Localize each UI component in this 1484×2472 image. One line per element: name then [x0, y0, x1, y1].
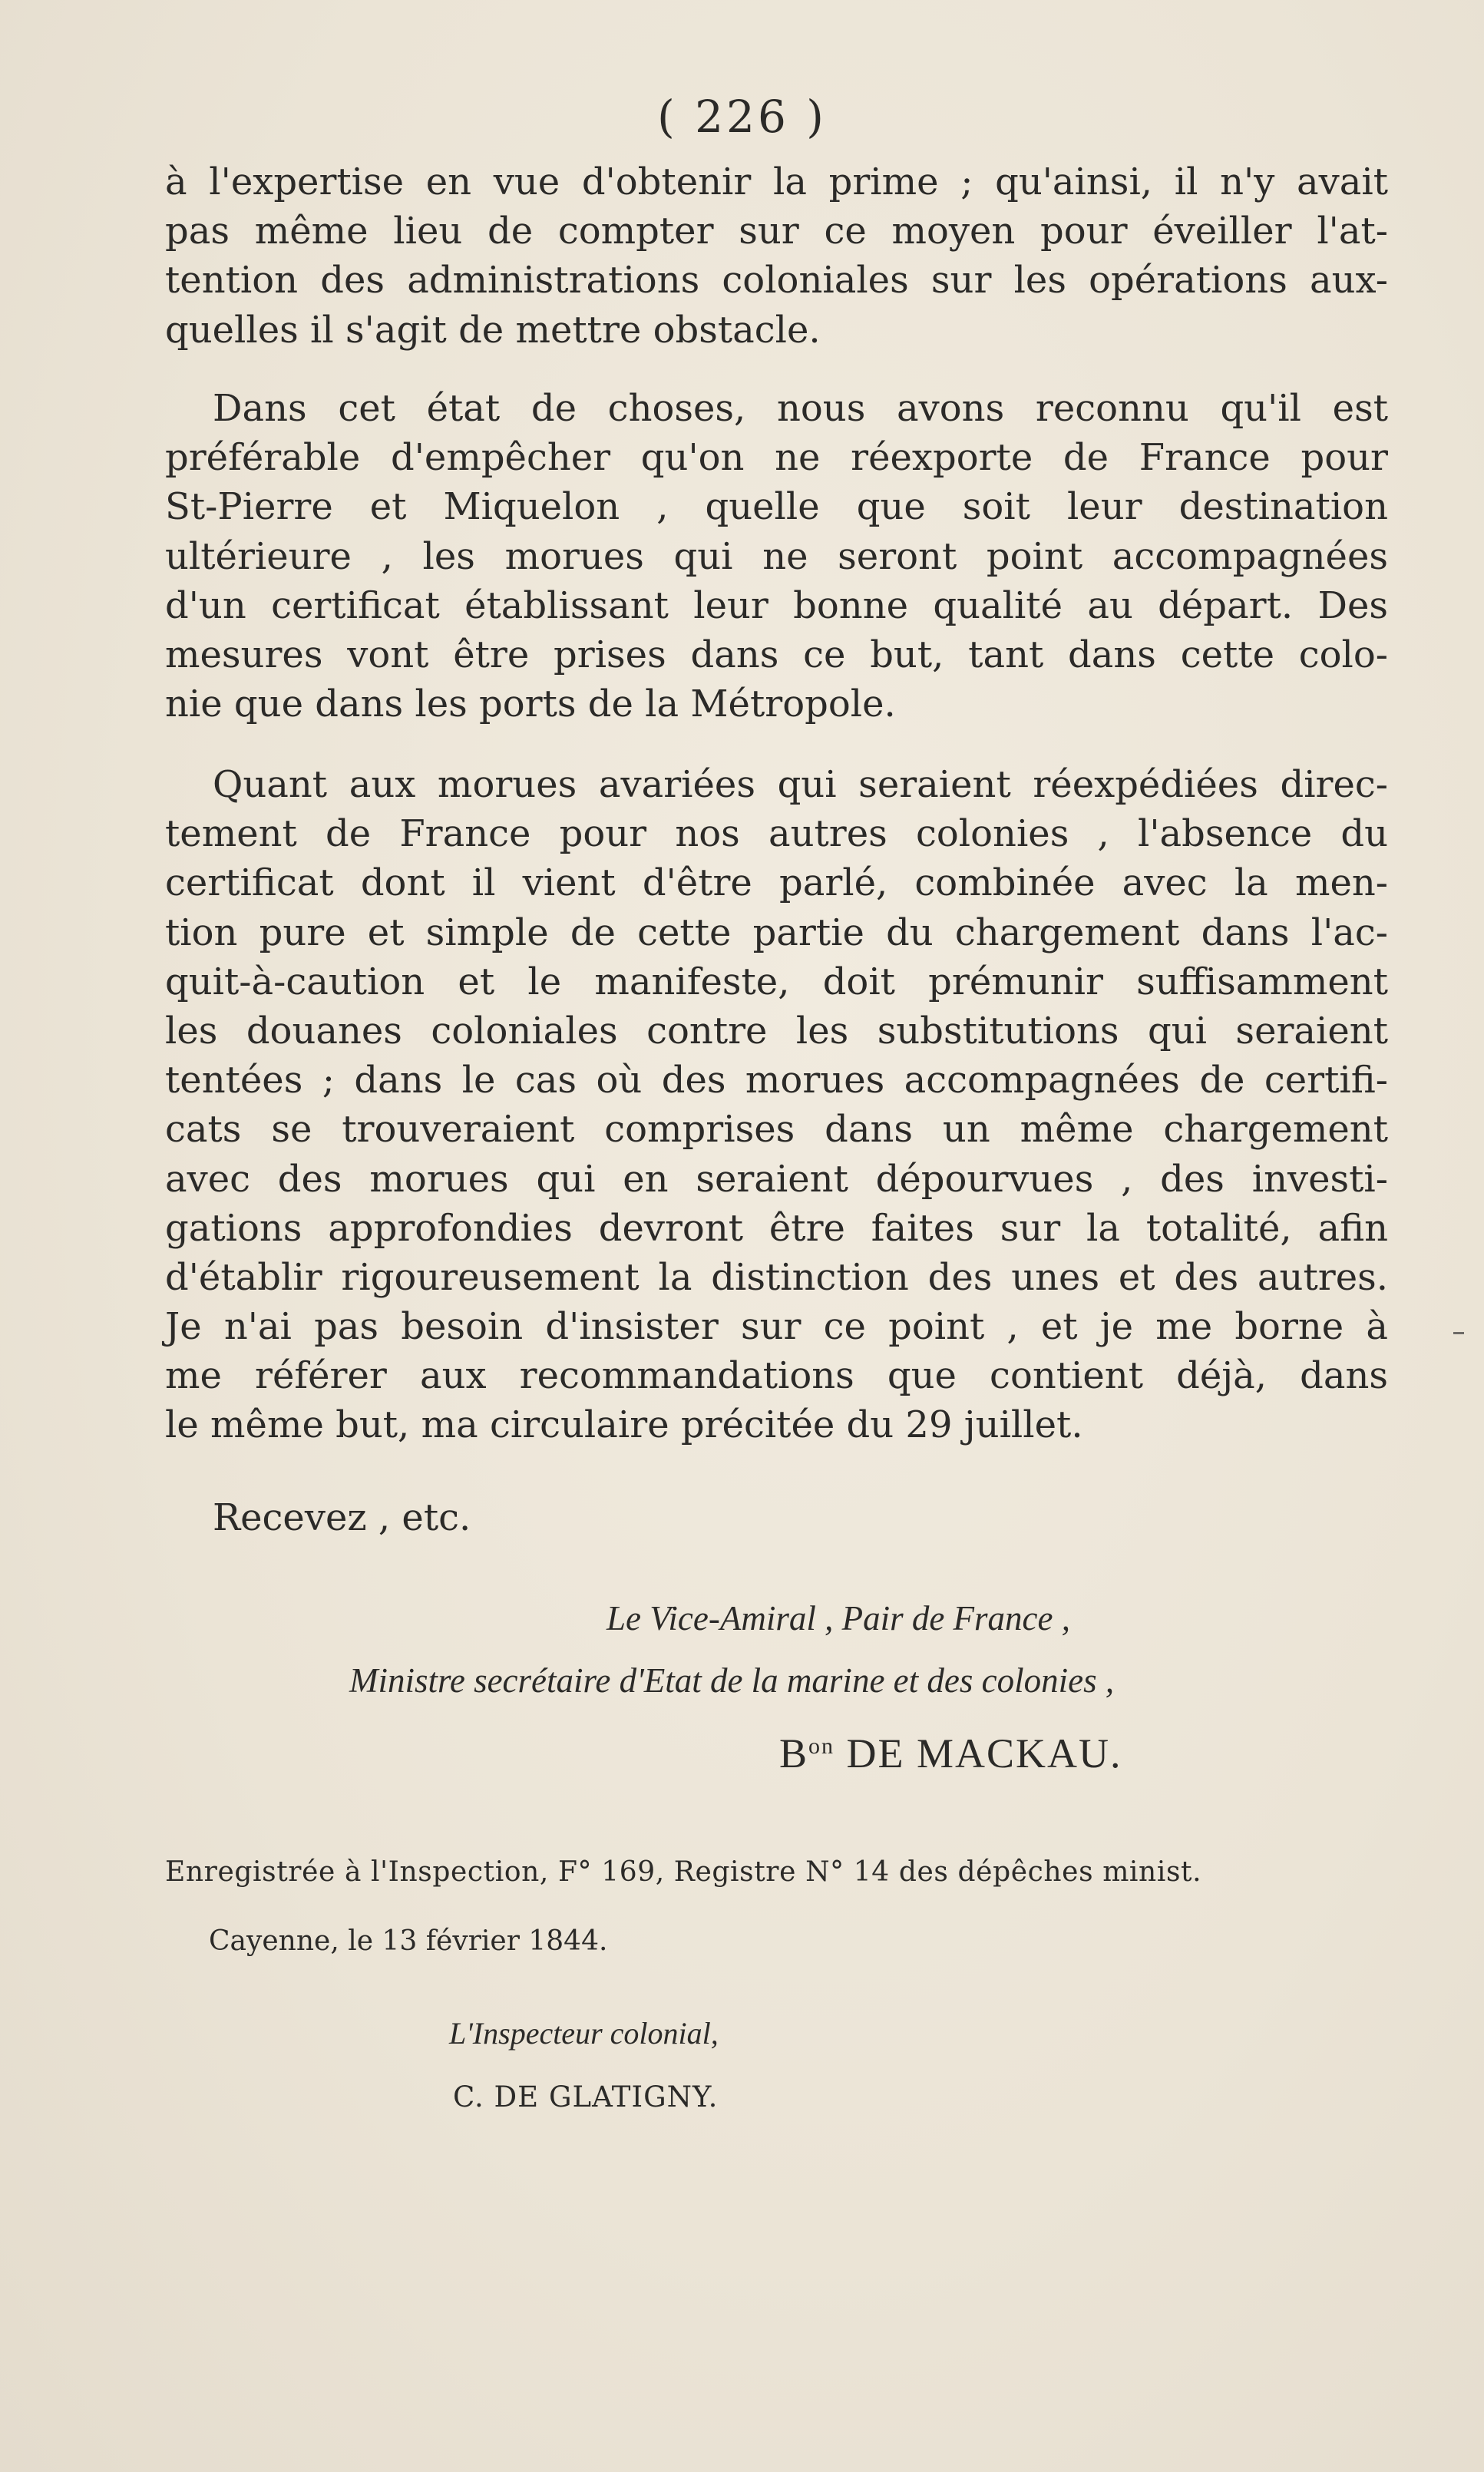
- text-line: quelles il s'agit de mettre obstacle.: [165, 308, 821, 352]
- registration-officer-title: L'Inspecteur colonial,: [449, 2016, 719, 2051]
- text-line: les douanes coloniales contre les substitutions qui seraient: [165, 1009, 1388, 1053]
- text-line: avec des morues qui en seraient dépourvues , des investi-: [165, 1157, 1388, 1201]
- text-line: Quant aux morues avariées qui seraient réexpédiées direc-: [213, 763, 1388, 806]
- text-line: d'un certificat établissant leur bonne qualité au départ. Des: [165, 583, 1388, 627]
- text-line: mesures vont être prises dans ce but, tant dans cette colo-: [165, 633, 1388, 676]
- text-line: me référer aux recommandations que contient déjà, dans: [165, 1354, 1388, 1398]
- signatory-name: $B^{on}$ DE MACKAU.: [779, 1730, 1122, 1776]
- text-line: le même but, ma circulaire précitée du 29 juillet.: [165, 1403, 1083, 1447]
- paragraph-1: [165, 157, 1388, 355]
- margin-mark: [1453, 1332, 1464, 1334]
- closing-formula: [165, 1493, 1388, 1542]
- text-line: certificat dont il vient d'être parlé, combinée avec la men-: [165, 861, 1388, 905]
- signature-office: Ministre secrétaire d'Etat de la marine et des colonies ,: [349, 1661, 1115, 1700]
- page-number: ( 226 ): [657, 91, 827, 143]
- text-line: tention des administrations coloniales sur les opérations aux-: [165, 259, 1388, 302]
- text-line: gations approfondies devront être faites sur la totalité, afin: [165, 1206, 1388, 1250]
- signature-title: Le Vice-Amiral , Pair de France ,: [606, 1599, 1071, 1638]
- text-line: tion pure et simple de cette partie du chargement dans l'ac-: [165, 910, 1388, 954]
- text-line: tentées ; dans le cas où des morues accompagnées de certifi-: [165, 1059, 1388, 1102]
- text-line: préférable d'empêcher qu'on ne réexporte de France pour: [165, 436, 1388, 480]
- paragraph-3: [165, 760, 1388, 1450]
- paragraph-2: [165, 384, 1388, 729]
- text-line: St-Pierre et Miquelon , quelle que soit leur destination: [165, 485, 1388, 529]
- text-line: d'établir rigoureusement la distinction des unes et des autres.: [165, 1255, 1388, 1299]
- text-line: Recevez , etc.: [213, 1496, 471, 1539]
- text-line: à l'expertise en vue d'obtenir la prime ; qu'ainsi, il n'y avait: [165, 160, 1388, 203]
- text-line: Je n'ai pas besoin d'insister sur ce point , et je me borne à: [165, 1305, 1388, 1349]
- text-line: tement de France pour nos autres colonies , l'absence du: [165, 812, 1388, 856]
- registration-note: Enregistrée à l'Inspection, F° 169, Registre N° 14 des dépêches minist.: [165, 1856, 1202, 1888]
- text-line: pas même lieu de compter sur ce moyen pour éveiller l'at-: [165, 210, 1388, 253]
- text-line: quit-à-caution et le manifeste, doit prémunir suffisamment: [165, 960, 1388, 1003]
- text-line: Dans cet état de choses, nous avons reconnu qu'il est: [213, 387, 1388, 430]
- registration-place-date: Cayenne, le 13 février 1844.: [209, 1925, 608, 1957]
- text-line: ultérieure , les morues qui ne seront point accompagnées: [165, 534, 1388, 578]
- text-line: nie que dans les ports de la Métropole.: [165, 682, 896, 726]
- text-line: cats se trouveraient comprises dans un même chargement: [165, 1108, 1388, 1152]
- registration-officer-name: C. DE GLATIGNY.: [453, 2080, 719, 2113]
